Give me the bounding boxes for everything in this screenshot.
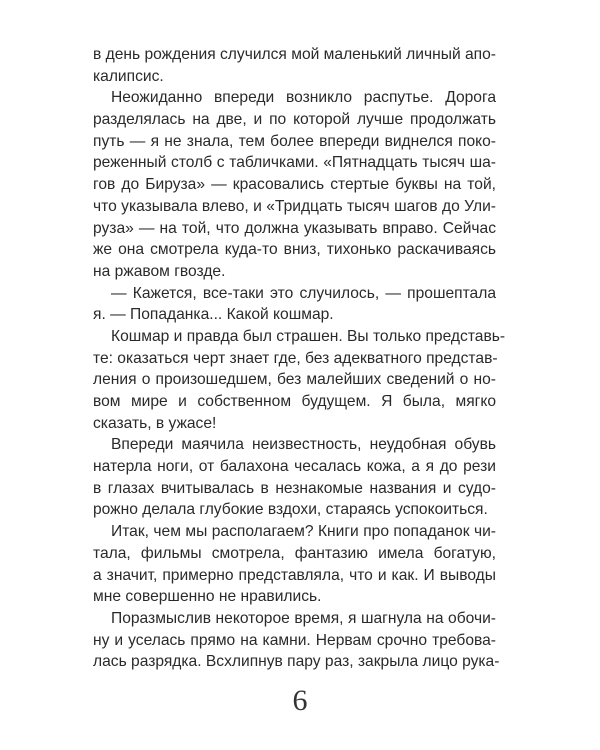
paragraph [93,283,496,326]
text-line: реженный столб с табличками. «Пятнадцать тысяч ша- [93,154,496,172]
paragraph [93,326,506,434]
text-line: руза» — на той, что должна указывать вправо. Сейчас [93,219,496,237]
page-number: 6 [292,684,308,717]
text-line: вом мире и собственном будущем. Я была, мягко [93,393,496,410]
text-line: Впереди маячила неизвестность, неудобная обувь [111,436,496,454]
text-line: — Кажется, все-таки это случилось, — прошептала [111,284,496,302]
text-line: что указывала влево, и «Тридцать тысяч шагов до Ули- [93,197,496,215]
text-line: лась разрядка. Всхлипнув пару раз, закрыла лицо рука- [93,653,500,671]
paragraph [93,87,496,282]
paragraph [93,521,496,608]
text-line: Кошмар и правда был страшен. Вы только представь- [111,327,506,345]
text-line: Неожиданно впереди возникло распутье. Дорога [111,89,496,107]
text-line: я. — Попаданка... Какой кошмар. [93,306,334,324]
text-line: те: оказаться черт знает где, без адекватного представ- [93,349,498,367]
text-line: тала, фильмы смотрела, фантазию имела богатую, [93,544,496,562]
paragraph [93,608,500,673]
text-line: ления о произошедшем, без малейших сведений о но- [93,371,496,389]
text-line: калипсис. [93,67,164,85]
text-line: в день рождения случился мой маленький личный апо- [93,46,496,63]
text-line: натерла ноги, от балахона чесалась кожа, а я до рези [93,458,496,476]
text-line: разделялась на две, и по которой лучше продолжать [93,111,496,129]
text-line: путь — я не знала, тем более впереди виднелся поко- [93,132,496,150]
page-body-text [93,44,506,673]
text-line: Поразмыслив некоторое время, я шагнула на обочи- [111,609,496,627]
paragraph [93,434,496,521]
text-line: сказать, в ужасе! [93,414,217,432]
text-line: на ржавом гвозде. [93,262,226,280]
text-line: ну и уселась прямо на камни. Нервам срочно требова- [93,631,496,649]
text-line: же она смотрела куда-то вниз, тихонько раскачиваясь [93,241,496,259]
text-line: мне совершенно не нравились. [93,588,322,606]
text-line: Итак, чем мы располагаем? Книги про попаданок чи- [111,523,496,541]
paragraph [93,44,496,87]
text-line: а значит, примерно представляла, что и как. И выводы [93,566,496,584]
text-line: в глазах вчитывалась в незнакомые названия и судо- [93,479,496,497]
text-line: гов до Бируза» — красовались стертые буквы на той, [93,176,496,194]
text-line: рожно делала глубокие вздохи, стараясь успокоиться. [93,501,488,519]
